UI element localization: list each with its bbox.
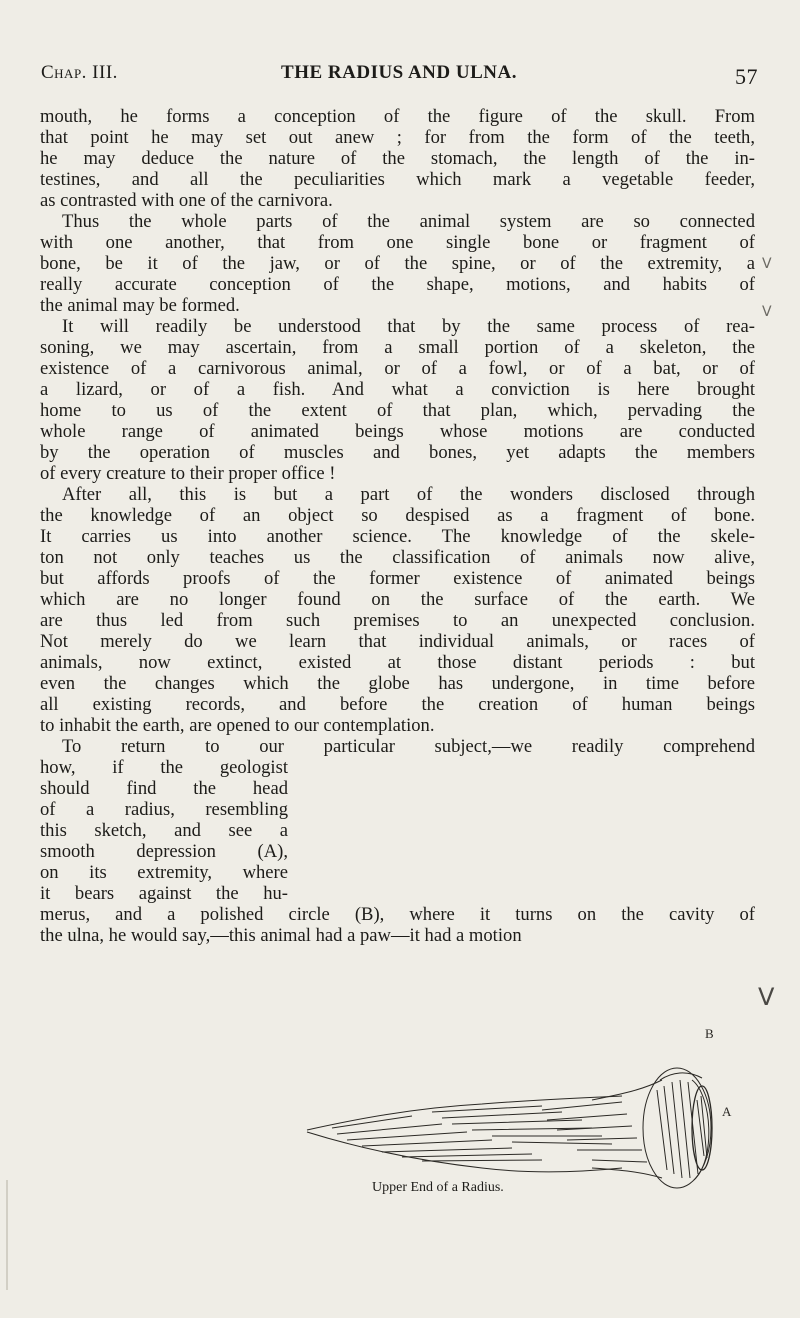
text-line: as contrasted with one of the carnivora. <box>40 190 333 211</box>
text-line: To return to our particular subject,—we readily comprehend <box>62 736 755 757</box>
radius-engraving <box>292 1050 752 1190</box>
text-line: merus, and a polished circle (B), where it turns on the cavity of <box>40 904 755 925</box>
text-line: by the operation of muscles and bones, yet adapts the members <box>40 442 755 463</box>
text-line: ton not only teaches us the classification of animals now alive, <box>40 547 755 568</box>
chapter-title: THE RADIUS AND ULNA. <box>281 62 517 83</box>
text-line: of every creature to their proper office ! <box>40 463 336 484</box>
margin-pencil-mark: V <box>758 983 775 1011</box>
text-line: existence of a carnivorous animal, or of a fowl, or of a bat, or of <box>40 358 755 379</box>
figure-caption: Upper End of a Radius. <box>372 1180 504 1195</box>
figure-label-a: A <box>722 1104 732 1119</box>
text-line: the knowledge of an object so despised as a fragment of bone. <box>40 505 755 526</box>
text-line: soning, we may ascertain, from a small portion of a skeleton, the <box>40 337 755 358</box>
text-line: It will readily be understood that by the same process of rea- <box>62 316 755 337</box>
text-line: mouth, he forms a conception of the figure of the skull. From <box>40 106 755 127</box>
margin-pencil-mark: V <box>762 256 772 272</box>
text-line: Not merely do we learn that individual animals, or races of <box>40 631 755 652</box>
text-line: It carries us into another science. The knowledge of the skele- <box>40 526 755 547</box>
wrapped-text-line: of a radius, resembling <box>40 799 288 820</box>
text-line: the animal may be formed. <box>40 295 240 316</box>
text-line: After all, this is but a part of the wonders disclosed through <box>62 484 755 505</box>
wrapped-text-line: how, if the geologist <box>40 757 288 778</box>
text-line: really accurate conception of the shape, motions, and habits of <box>40 274 755 295</box>
text-line: even the changes which the globe has undergone, in time before <box>40 673 755 694</box>
chapter-label: Chap. III. <box>41 62 118 83</box>
binding-shadow <box>6 1180 8 1290</box>
text-line: testines, and all the peculiarities which mark a vegetable feeder, <box>40 169 755 190</box>
figure-label-b: B <box>705 1026 714 1041</box>
wrapped-text-line: on its extremity, where <box>40 862 288 883</box>
text-line: he may deduce the nature of the stomach, the length of the in- <box>40 148 755 169</box>
text-line: whole range of animated beings whose motions are conducted <box>40 421 755 442</box>
text-line: that point he may set out anew ; for from the form of the teeth, <box>40 127 755 148</box>
page-number: 57 <box>735 64 758 89</box>
text-line: the ulna, he would say,—this animal had a paw—it had a motion <box>40 925 522 946</box>
text-line: which are no longer found on the surface of the earth. We <box>40 589 755 610</box>
wrapped-text-line: should find the head <box>40 778 288 799</box>
text-line: are thus led from such premises to an unexpected conclusion. <box>40 610 755 631</box>
text-line: to inhabit the earth, are opened to our contemplation. <box>40 715 435 736</box>
margin-pencil-mark: V <box>762 304 772 320</box>
body-text <box>40 106 755 946</box>
text-line: home to us of the extent of that plan, which, pervading the <box>40 400 755 421</box>
text-line: with one another, that from one single bone or fragment of <box>40 232 755 253</box>
text-line: animals, now extinct, existed at those distant periods : but <box>40 652 755 673</box>
running-header <box>38 58 760 92</box>
text-line: but affords proofs of the former existence of animated beings <box>40 568 755 589</box>
text-line: a lizard, or of a fish. And what a conviction is here brought <box>40 379 755 400</box>
wrapped-text-line: it bears against the hu- <box>40 883 288 904</box>
wrapped-text-line: this sketch, and see a <box>40 820 288 841</box>
text-line: Thus the whole parts of the animal system are so connected <box>62 211 755 232</box>
text-line: bone, be it of the jaw, or of the spine, or of the extremity, a <box>40 253 755 274</box>
text-line: all existing records, and before the creation of human beings <box>40 694 755 715</box>
wrapped-text-line: smooth depression (A), <box>40 841 288 862</box>
